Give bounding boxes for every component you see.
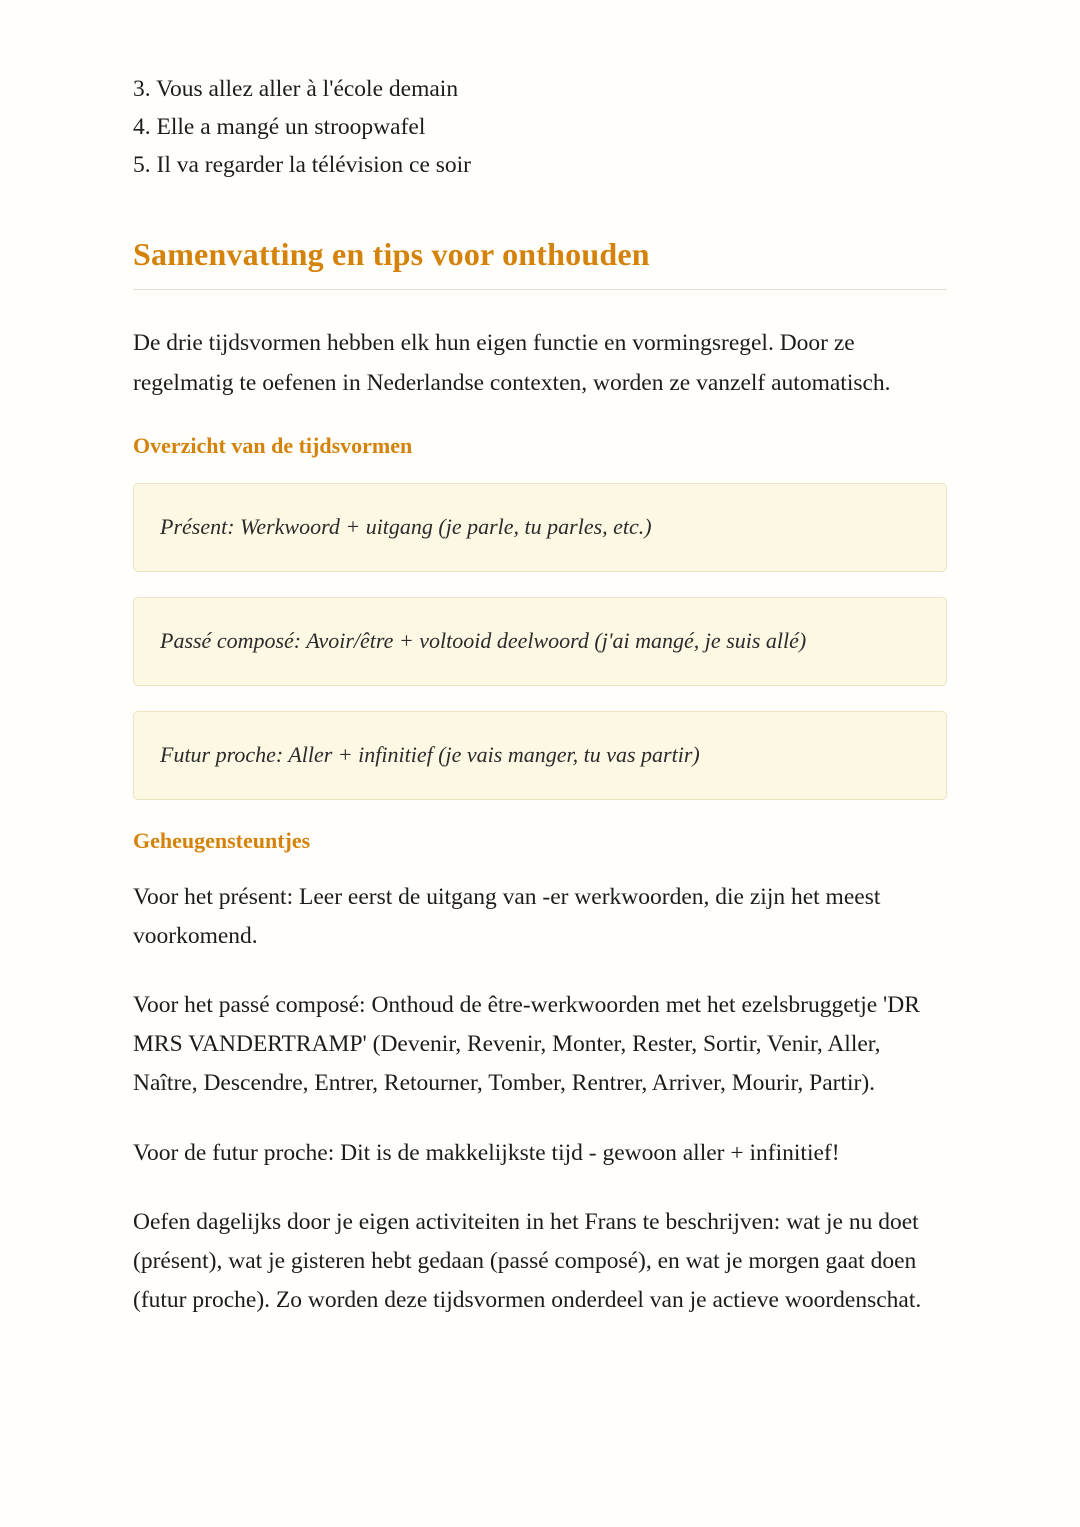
mnemonic-paragraph: Voor de futur proche: Dit is de makkelijkste tijd - gewoon aller + infinitief! [133, 1139, 840, 1166]
list-item: 4. Elle a mangé un stroopwafel [133, 114, 426, 141]
list-item: 5. Il va regarder la télévision ce soir [133, 152, 471, 179]
section-intro-paragraph: De drie tijdsvormen hebben elk hun eigen functie en vormingsregel. Door ze regelmatig te oefenen in Nederlandse contexten, worden ze vanzelf automatisch. [133, 330, 891, 396]
mnemonic-paragraph: Oefen dagelijks door je eigen activiteiten in het Frans te beschrijven: wat je nu doet (présent), wat je gisteren hebt gedaan (passé composé), en wat je morgen gaat doen (futur proche). Zo worden deze tijdsvormen onderdeel van je actieve woordenschat. [133, 1208, 922, 1314]
page-title: Samenvatting en tips voor onthouden [133, 236, 650, 273]
list-item: 3. Vous allez aller à l'école demain [133, 76, 459, 102]
mnemonics-heading: Geheugensteuntjes [133, 827, 311, 853]
exercise-list [133, 70, 947, 184]
overview-heading: Overzicht van de tijdsvormen [133, 433, 413, 459]
callout-present: Présent: Werkwoord + uitgang (je parle, tu parles, etc.) [133, 483, 947, 572]
mnemonic-paragraph: Voor het passé composé: Onthoud de être-werkwoorden met het ezelsbruggetje 'DR MRS VANDERTRAMP' (Devenir, Revenir, Monter, Rester, Sortir, Venir, Aller, Naître, Descendre, Entrer, Retourner, Tomber, Rentrer, Arriver, Mourir, Partir). [133, 991, 920, 1097]
overview-callout-group [133, 483, 947, 799]
title-divider [133, 289, 947, 290]
mnemonic-paragraph: Voor het présent: Leer eerst de uitgang van -er werkwoorden, die zijn het meest voorkomend. [133, 883, 881, 949]
callout-futur-proche: Futur proche: Aller + infinitief (je vais manger, tu vas partir) [133, 711, 947, 800]
mnemonics-body [133, 878, 947, 1321]
callout-passe-compose: Passé composé: Avoir/être + voltooid deelwoord (j'ai mangé, je suis allé) [133, 597, 947, 686]
